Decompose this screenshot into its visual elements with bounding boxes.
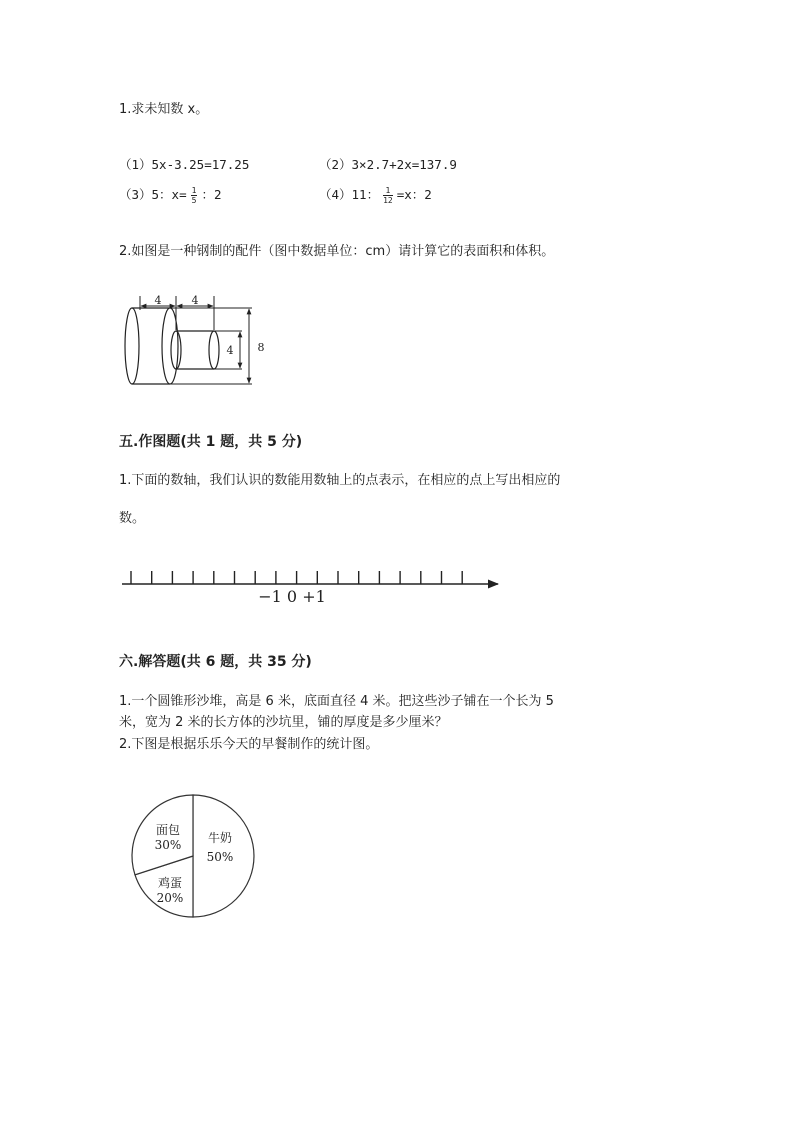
slice-label: 面包 — [155, 823, 181, 837]
equation-3: （3）5：x= $\frac{1}{5}$ ：2 — [119, 186, 222, 205]
equation-2: （2）3×2.7+2x=137.9 — [319, 157, 457, 172]
question-text: 1.一个圆锥形沙堆，高是 6 米，底面直径 4 米。把这些沙子铺在一个长为 5 — [119, 694, 554, 709]
axis-label-minus-one: −1 — [258, 587, 282, 606]
axis-label-zero: 0 — [286, 587, 298, 606]
equation-4: （4）11： $\frac{1}{12}$ =x：2 — [319, 186, 432, 205]
tick-marks — [131, 571, 462, 584]
slice-value: 50% — [206, 850, 234, 864]
question-text: 米，宽为 2 米的长方体的沙坑里，铺的厚度是多少厘米？ — [119, 715, 448, 730]
dimension-label: 8 — [257, 341, 265, 354]
slice-label: 牛奶 — [207, 831, 233, 845]
pie-slices — [132, 795, 254, 917]
slice-value: 20% — [156, 891, 184, 905]
fraction: $\frac{1}{5}$ — [191, 186, 197, 205]
section-heading: 六.解答题(共 6 题，共 35 分) — [119, 654, 312, 670]
breakfast-pie-chart — [128, 790, 262, 922]
question-title: 2.如图是一种钢制的配件（图中数据单位：cm）请计算它的表面积和体积。 — [119, 244, 555, 259]
axis-label-plus-one: +1 — [302, 587, 326, 606]
slice-value: 30% — [154, 838, 182, 852]
fraction: $\frac{1}{12}$ — [383, 186, 393, 205]
question-text: 数。 — [119, 511, 146, 526]
question-text: 2.下图是根据乐乐今天的早餐制作的统计图。 — [119, 737, 379, 752]
question-title: 1.求未知数 x。 — [119, 102, 209, 117]
dimension-label: 4 — [226, 344, 234, 357]
dimension-label: 4 — [154, 294, 162, 307]
slice-label: 鸡蛋 — [157, 876, 183, 890]
section-heading: 五.作图题(共 1 题，共 5 分) — [119, 434, 303, 450]
number-line — [118, 562, 508, 606]
equation-1: （1）5x-3.25=17.25 — [119, 157, 250, 172]
dimension-label: 4 — [191, 294, 199, 307]
question-text: 1.下面的数轴，我们认识的数能用数轴上的点表示，在相应的点上写出相应的 — [119, 473, 561, 488]
cylinder-part-diagram — [118, 288, 278, 390]
